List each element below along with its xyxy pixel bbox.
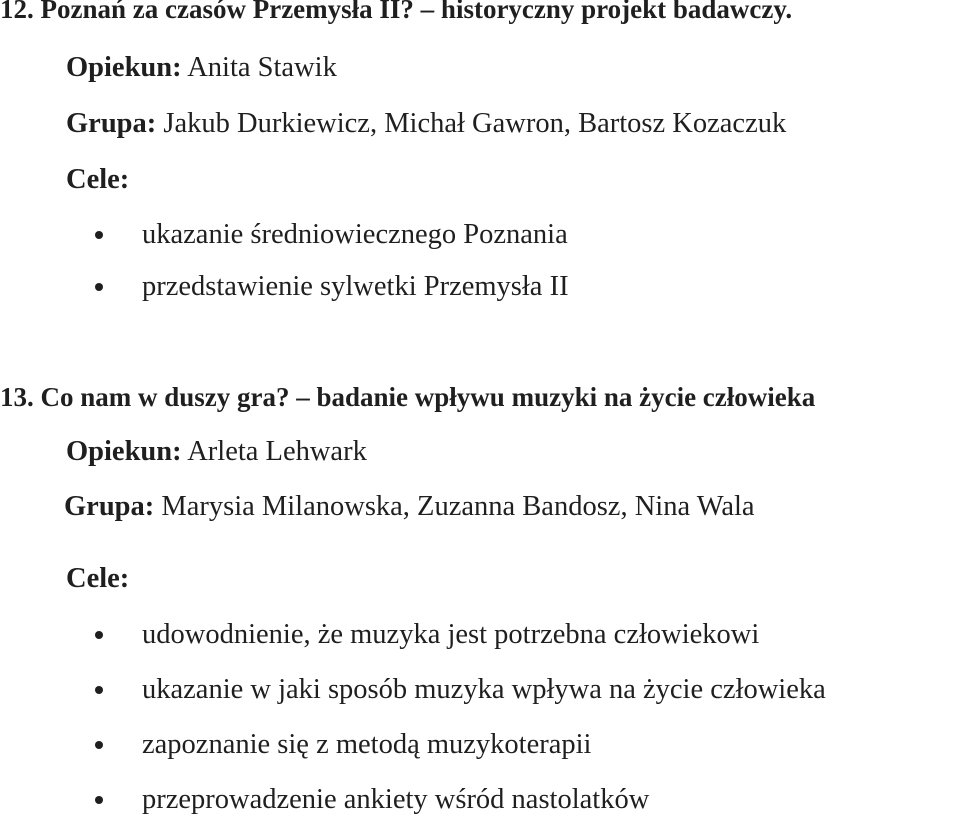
goal-text: przedstawienie sylwetki Przemysła II (142, 271, 569, 302)
project-12-group (66, 107, 786, 141)
bullet-icon (95, 283, 103, 291)
supervisor-name: Arleta Lehwark (187, 436, 367, 467)
goal-text: ukazanie średniowiecznego Poznania (142, 219, 568, 250)
supervisor-label: Opiekun: (66, 436, 182, 467)
goal-text: udowodnienie, że muzyka jest potrzebna człowiekowi (142, 619, 760, 650)
bullet-icon (95, 231, 103, 239)
list-item (0, 218, 960, 252)
goal-text: przeprowadzenie ankiety wśród nastolatków (142, 784, 650, 815)
goals-label: Cele: (66, 563, 130, 594)
project-13-group (64, 490, 755, 524)
project-12-goals-heading (66, 163, 129, 197)
bullet-icon (95, 631, 103, 639)
goal-text: zapoznanie się z metodą muzykoterapii (142, 729, 592, 760)
bullet-icon (95, 686, 103, 694)
group-members: Jakub Durkiewicz, Michał Gawron, Bartosz Kozaczuk (163, 108, 787, 139)
supervisor-label: Opiekun: (66, 52, 182, 83)
group-label: Grupa: (66, 108, 157, 139)
goal-text: ukazanie w jaki sposób muzyka wpływa na życie człowieka (142, 674, 826, 705)
bullet-icon (95, 741, 103, 749)
list-item (0, 673, 960, 707)
list-item (0, 728, 960, 762)
list-item (0, 618, 960, 652)
list-item (0, 270, 960, 304)
bullet-icon (95, 796, 103, 804)
project-12-title: 12. Poznań za czasów Przemysła II? – historyczny projekt badawczy. (0, 0, 793, 24)
group-members: Marysia Milanowska, Zuzanna Bandosz, Nina Wala (161, 491, 755, 522)
project-13-goals-heading (66, 562, 129, 596)
group-label: Grupa: (64, 491, 155, 522)
project-12-supervisor (66, 51, 337, 85)
list-item (0, 783, 960, 817)
project-13-supervisor (66, 435, 367, 469)
goals-label: Cele: (66, 164, 130, 195)
project-13-title: 13. Co nam w duszy gra? – badanie wpływu muzyki na życie człowieka (0, 382, 816, 412)
supervisor-name: Anita Stawik (187, 52, 337, 83)
